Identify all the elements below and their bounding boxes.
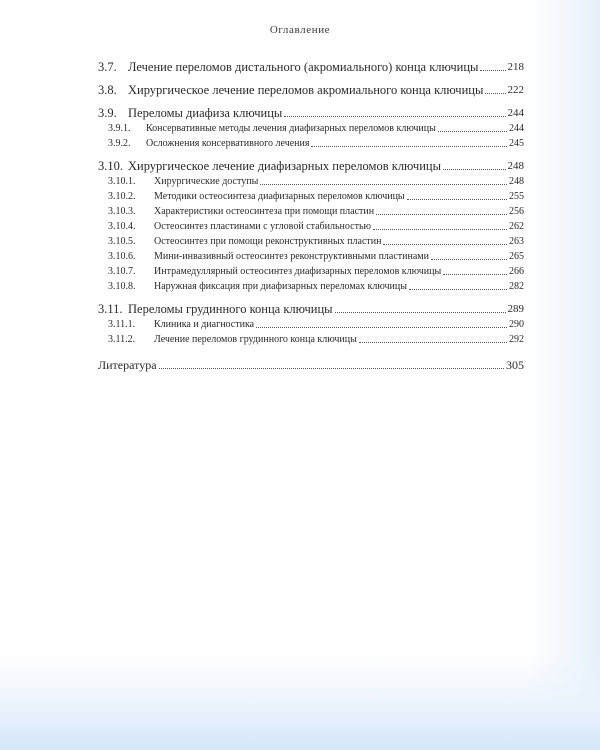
toc-subentry-page: 244 [509,123,524,134]
toc-entry-title: Хирургическое лечение диафизарных переломов ключицы [128,158,441,173]
dot-leader [376,214,507,215]
toc-subentry-page: 262 [509,221,524,232]
toc-subentry-title: Осложнения консервативного лечения [146,138,310,149]
toc-subentry[interactable] [98,204,524,217]
toc-subentry-title: Консервативные методы лечения диафизарных переломов ключицы [146,123,436,134]
toc-subentry-number: 3.11.1. [108,319,136,330]
toc-entry-title: Переломы диафиза ключицы [128,105,283,120]
dot-leader [335,312,506,313]
toc-subentry-page: 265 [509,251,524,262]
toc-subentry-number: 3.10.8. [108,281,136,292]
toc-subentry-number: 3.10.1. [108,176,136,187]
toc-subentry-title: Методики остеосинтеза диафизарных переломов ключицы [154,191,405,202]
dot-leader [260,184,507,185]
toc-entry-number: 3.8. [98,82,117,97]
toc-subentry[interactable] [98,264,524,277]
dot-leader [443,169,506,170]
toc-entry[interactable] [98,101,524,119]
dot-leader [359,342,507,343]
toc-entry-page: 218 [507,61,524,73]
dot-leader [383,244,507,245]
toc-entry-page: 289 [507,303,524,315]
toc-subentry[interactable] [98,121,524,134]
toc-subentry[interactable] [98,174,524,187]
toc-subentry-page: 292 [509,334,524,345]
toc-subentry[interactable] [98,279,524,292]
toc-subentry-number: 3.11.2. [108,334,136,345]
toc-entry-number: 3.9. [98,105,117,120]
toc-subentry-number: 3.9.2. [108,138,131,149]
toc-entry[interactable] [98,154,524,172]
toc-subentry[interactable] [98,189,524,202]
toc-subentry-number: 3.10.5. [108,236,136,247]
toc-subentry[interactable] [98,249,524,262]
table-of-contents [98,50,524,371]
dot-leader [438,131,507,132]
toc-subentry-page: 255 [509,191,524,202]
toc-subentry-title: Лечение переломов грудинного конца ключицы [154,334,357,345]
running-head: Оглавление [269,24,331,36]
toc-subentry-page: 263 [509,236,524,247]
toc-subentry-page: 266 [509,266,524,277]
toc-entry[interactable] [98,55,524,73]
dot-leader [480,70,505,71]
toc-subentry-title: Наружная фиксация при диафизарных переломах ключицы [154,281,407,292]
toc-subentry-number: 3.9.1. [108,123,131,134]
dot-leader [431,259,507,260]
toc-subentry-page: 256 [509,206,524,217]
toc-subentry-page: 290 [509,319,524,330]
dot-leader [311,146,507,147]
toc-literature-entry[interactable] [98,353,524,371]
toc-subentry-title: Интрамедуллярный остеосинтез диафизарных переломов ключицы [154,266,442,277]
toc-entry[interactable] [98,78,524,96]
toc-subentry-title: Мини-инвазивный остеосинтез реконструктивными пластинами [154,251,429,262]
toc-subentry-title: Остеосинтез пластинами с угловой стабильностью [154,221,371,232]
toc-entry-number: 3.10. [98,158,123,173]
toc-subentry-page: 248 [509,176,524,187]
toc-entry-page: 244 [507,107,524,119]
toc-subentry[interactable] [98,234,524,247]
dot-leader [284,116,505,117]
dot-leader [256,327,507,328]
toc-subentry-number: 3.10.3. [108,206,136,217]
toc-subentry[interactable] [98,136,524,149]
toc-subentry-number: 3.10.2. [108,191,136,202]
toc-subentry[interactable] [98,219,524,232]
dot-leader [373,229,507,230]
toc-entry-title: Переломы грудинного конца ключицы [128,301,333,316]
toc-entry-page: 222 [507,84,524,96]
toc-entry-title: Хирургическое лечение переломов акромиального конца ключицы [128,82,484,97]
toc-subentry-title: Характеристики остеосинтеза при помощи пластин [154,206,375,217]
dot-leader [443,274,507,275]
toc-subentry[interactable] [98,332,524,345]
toc-subentry-number: 3.10.7. [108,266,136,277]
toc-entry-number: 3.7. [98,59,117,74]
toc-subentry-number: 3.10.4. [108,221,136,232]
literature-page: 305 [506,358,524,372]
toc-subentry[interactable] [98,317,524,330]
toc-subentry-number: 3.10.6. [108,251,136,262]
toc-entry-number: 3.11. [98,301,123,316]
toc-entry-title: Лечение переломов дистального (акромиального) конца ключицы [128,59,479,74]
dot-leader [409,289,507,290]
toc-subentry-title: Хирургические доступы [154,176,259,187]
toc-entry[interactable] [98,297,524,315]
toc-subentry-page: 245 [509,138,524,149]
dot-leader [159,368,504,369]
toc-entry-page: 248 [507,160,524,172]
toc-subentry-title: Остеосинтез при помощи реконструктивных пластин [154,236,382,247]
literature-title: Литература [98,358,157,372]
toc-subentry-title: Клиника и диагностика [154,319,255,330]
dot-leader [407,199,507,200]
toc-subentry-page: 282 [509,281,524,292]
dot-leader [485,93,505,94]
page-bottom-gradient [0,655,600,750]
